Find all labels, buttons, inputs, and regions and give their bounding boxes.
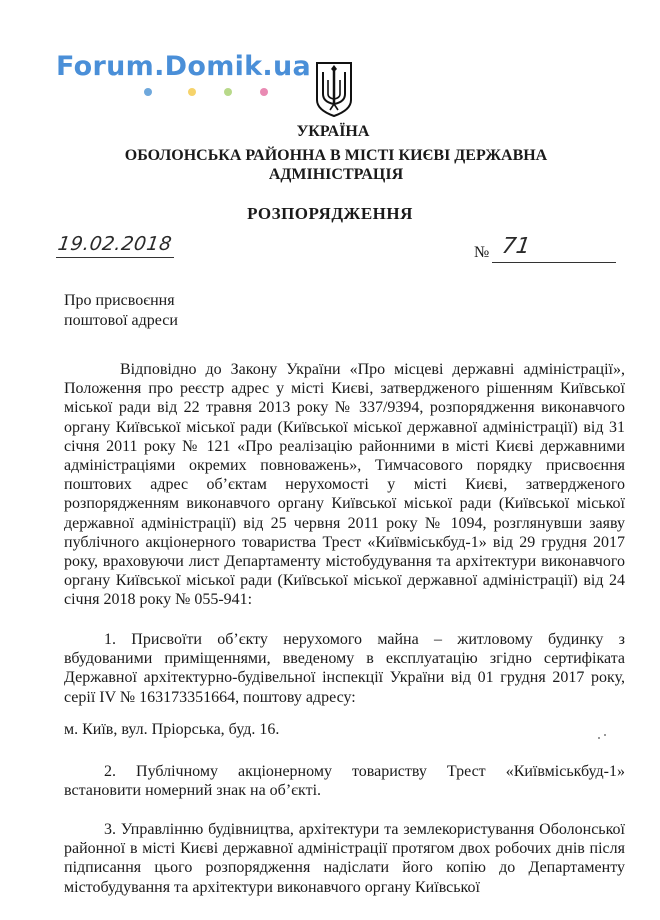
watermark-dot xyxy=(188,88,196,96)
scan-speck xyxy=(598,737,600,739)
assigned-address: м. Київ, вул. Пріорська, буд. 16. xyxy=(64,721,280,738)
subject-line: поштової адреси xyxy=(64,312,178,329)
document-type: РОЗПОРЯДЖЕННЯ xyxy=(247,204,413,223)
administration-title-line: АДМІНІСТРАЦІЯ xyxy=(268,166,404,183)
watermark-dots xyxy=(144,88,304,98)
country-title: УКРАЇНА xyxy=(296,123,370,140)
administration-title-line: ОБОЛОНСЬКА РАЙОННА В МІСТІ КИЄВІ ДЕРЖАВНА xyxy=(124,147,548,164)
document-subject xyxy=(64,291,178,331)
watermark-text: Forum.Domik.ua xyxy=(56,51,312,82)
number-label: № xyxy=(474,244,490,261)
coat-of-arms-icon xyxy=(314,60,354,118)
document-number: 71 xyxy=(500,234,532,259)
watermark xyxy=(56,52,311,82)
administration-title xyxy=(6,146,660,184)
clause-3: 3. Управлінню будівництва, архітектури та землекористування Оболонської районної в місті Києві державної адміністрації протягом двох робочих днів після підписання цього розпорядження надіслати його копію до Департаменту містобудування та архітектури виконавчого органу Київської xyxy=(64,821,625,896)
watermark-dot xyxy=(260,88,268,96)
number-underline xyxy=(492,262,616,263)
watermark-dot xyxy=(224,88,232,96)
watermark-dot xyxy=(144,88,152,96)
clause-1: 1. Присвоїти об’єкту нерухомого майна – житловому будинку з вбудованими приміщеннями, введеному в експлуатацію згідно сертифіката Державної архітектурно-будівельної інспекції України від 01 грудня 2017 року, серії IV № 163173351664, поштову адресу: xyxy=(64,631,625,706)
clause-2: 2. Публічному акціонерному товариству Трест «Київміськбуд-1» встановити номерний знак на об’єкті. xyxy=(64,763,625,800)
scan-speck xyxy=(604,734,606,736)
document-date: 19.02.2018 xyxy=(56,233,174,255)
preamble-paragraph: Відповідно до Закону України «Про місцеві державні адміністрації», Положення про реєстр адрес у місті Києві, затвердженого рішенням Київської міської ради від 22 травня 2013 року № 337/9394, розпорядження виконавчого органу Київської міської ради (Київської міської державної адміністрації) від 31 січня 2011 року № 121 «Про реалізацію районними в місті Києві державними адміністраціями окремих повноважень», Тимчасового порядку присвоєння поштових адрес об’єктам нерухомості у місті Києві, затвердженого розпорядженням виконавчого органу Київської міської ради (Київської міської державної адміністрації) від 25 червня 2011 року № 1094, розглянувши заяву публічного акціонерного товариства Трест «Київміськбуд-1» від 29 грудня 2017 року, враховуючи лист Департаменту містобудування та архітектури виконавчого органу Київської міської ради (Київської міської державної адміністрації) від 24 січня 2018 року № 055-941: xyxy=(64,361,625,609)
date-underline xyxy=(56,257,174,258)
subject-line: Про присвоєння xyxy=(64,292,175,309)
